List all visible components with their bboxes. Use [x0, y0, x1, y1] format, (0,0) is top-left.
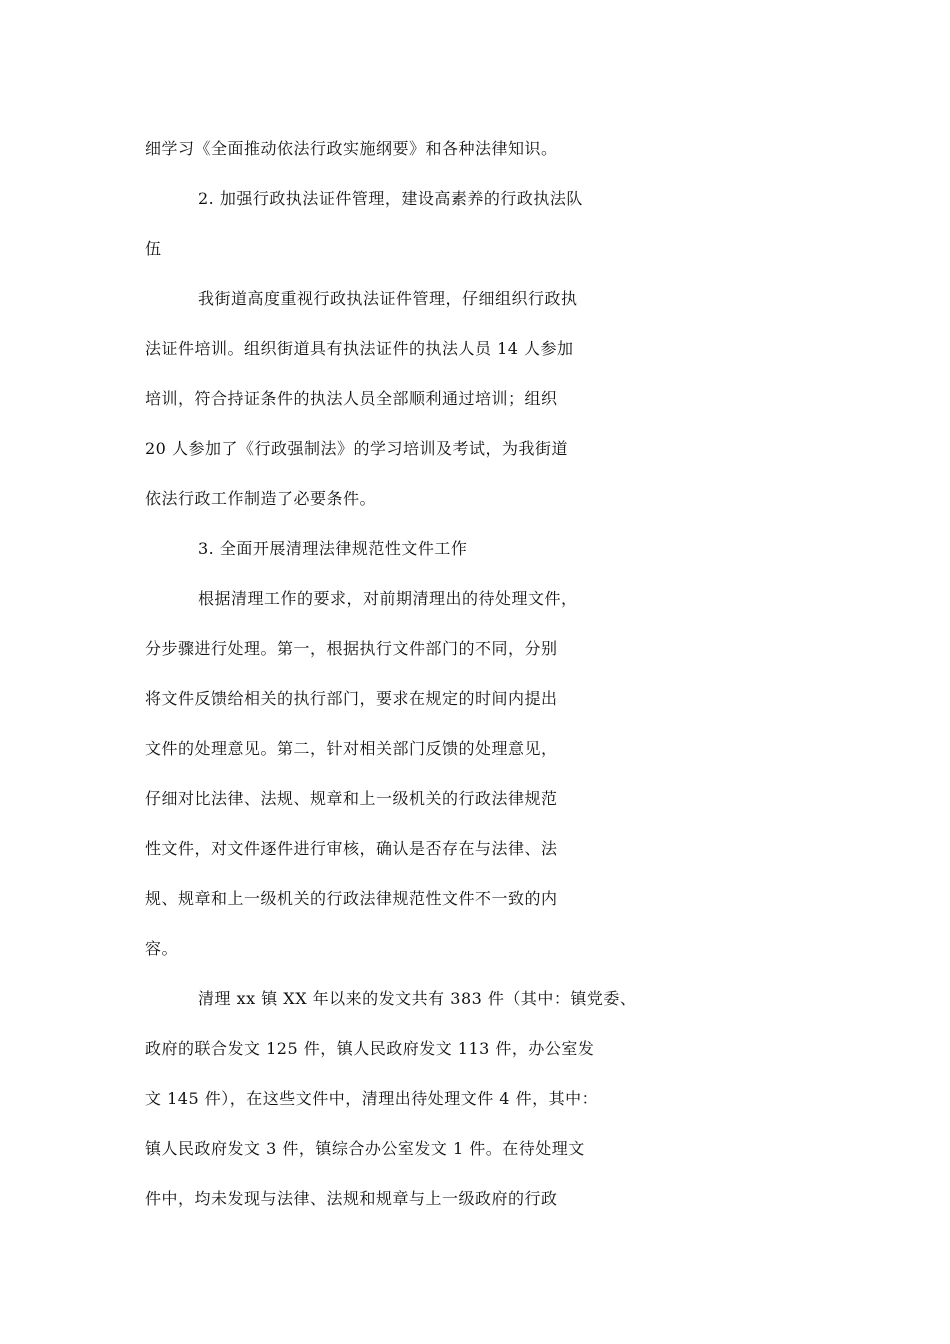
text-line: 清理 xx 镇 XX 年以来的发文共有 383 件（其中：镇党委、: [198, 989, 637, 1008]
text-line: 件中，均未发现与法律、法规和规章与上一级政府的行政: [145, 1189, 558, 1208]
text-line: 依法行政工作制造了必要条件。: [145, 489, 377, 508]
text-line: 伍: [145, 239, 162, 258]
text-line: 将文件反馈给相关的执行部门，要求在规定的时间内提出: [145, 689, 558, 708]
text-line: 文件的处理意见。第二，针对相关部门反馈的处理意见，: [145, 739, 558, 758]
text-line: 培训，符合持证条件的执法人员全部顺利通过培训；组织: [145, 389, 558, 408]
text-line: 我街道高度重视行政执法证件管理，仔细组织行政执: [198, 289, 578, 308]
text-line: 20 人参加了《行政强制法》的学习培训及考试，为我街道: [145, 439, 568, 458]
text-line: 规、规章和上一级机关的行政法律规范性文件不一致的内: [145, 889, 558, 908]
text-line: 仔细对比法律、法规、规章和上一级机关的行政法律规范: [145, 789, 558, 808]
text-line: 性文件，对文件逐件进行审核，确认是否存在与法律、法: [145, 839, 558, 858]
text-line: 政府的联合发文 125 件，镇人民政府发文 113 件，办公室发: [145, 1039, 595, 1058]
text-line: 细学习《全面推动依法行政实施纲要》和各种法律知识。: [145, 139, 558, 158]
section-heading: 3. 全面开展清理法律规范性文件工作: [198, 539, 468, 558]
section-heading: 2. 加强行政执法证件管理，建设高素养的行政执法队: [198, 189, 583, 208]
text-line: 镇人民政府发文 3 件，镇综合办公室发文 1 件。在待处理文: [145, 1139, 585, 1158]
text-line: 分步骤进行处理。第一，根据执行文件部门的不同，分别: [145, 639, 558, 658]
text-line: 文 145 件），在这些文件中，清理出待处理文件 4 件，其中：: [145, 1089, 599, 1108]
text-line: 法证件培训。组织街道具有执法证件的执法人员 14 人参加: [145, 339, 574, 358]
text-line: 根据清理工作的要求，对前期清理出的待处理文件，: [198, 589, 578, 608]
text-line: 容。: [145, 939, 179, 958]
